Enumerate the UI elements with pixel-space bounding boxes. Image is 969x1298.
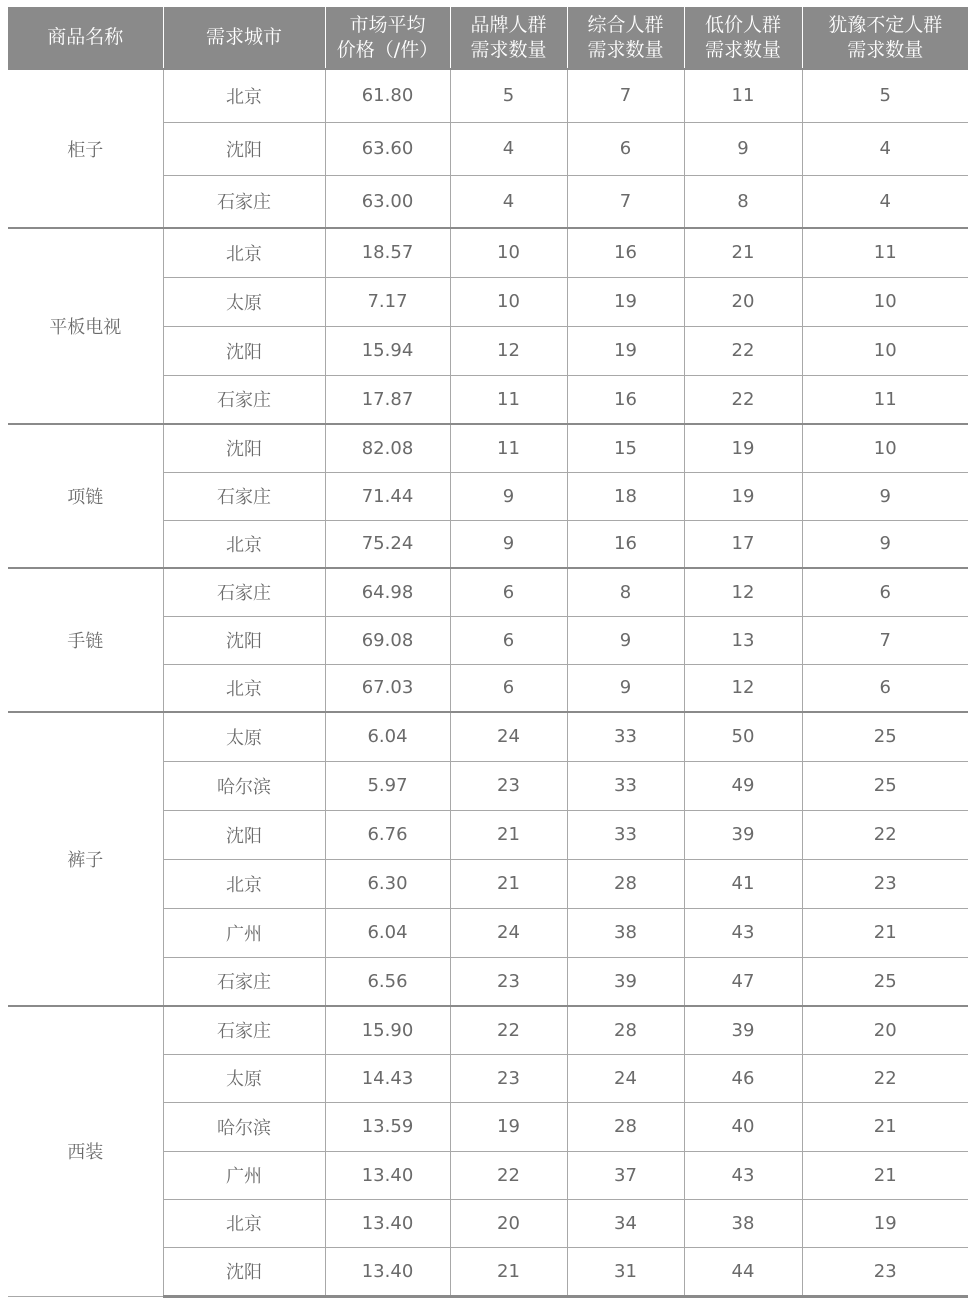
brand-demand-cell: 5 — [450, 69, 567, 122]
city-cell: 沈阳 — [163, 616, 325, 664]
city-cell: 石家庄 — [163, 957, 325, 1006]
avg-price-cell: 6.04 — [325, 712, 450, 761]
hesitant-demand-cell: 11 — [802, 228, 968, 277]
lowprice-demand-cell: 46 — [684, 1054, 802, 1102]
lowprice-demand-cell: 9 — [684, 122, 802, 175]
lowprice-demand-cell: 44 — [684, 1247, 802, 1296]
city-cell: 广州 — [163, 1151, 325, 1199]
avg-price-cell: 82.08 — [325, 424, 450, 472]
lowprice-demand-cell: 11 — [684, 69, 802, 122]
avg-price-cell: 71.44 — [325, 472, 450, 520]
general-demand-cell: 39 — [567, 957, 684, 1006]
hesitant-demand-cell: 21 — [802, 1102, 968, 1151]
general-demand-cell: 19 — [567, 277, 684, 326]
hesitant-demand-cell: 22 — [802, 1054, 968, 1102]
brand-demand-cell: 21 — [450, 1247, 567, 1296]
brand-demand-cell: 23 — [450, 957, 567, 1006]
hesitant-demand-cell: 9 — [802, 520, 968, 568]
table-row — [8, 568, 968, 616]
header-product-name: 商品名称 — [8, 7, 163, 69]
lowprice-demand-cell: 22 — [684, 326, 802, 375]
general-demand-cell: 37 — [567, 1151, 684, 1199]
avg-price-cell: 6.76 — [325, 810, 450, 859]
avg-price-cell: 13.40 — [325, 1151, 450, 1199]
city-cell: 北京 — [163, 859, 325, 908]
lowprice-demand-cell: 50 — [684, 712, 802, 761]
general-demand-cell: 9 — [567, 664, 684, 712]
avg-price-cell: 64.98 — [325, 568, 450, 616]
general-demand-cell: 7 — [567, 69, 684, 122]
lowprice-demand-cell: 12 — [684, 568, 802, 616]
brand-demand-cell: 20 — [450, 1199, 567, 1247]
city-cell: 哈尔滨 — [163, 761, 325, 810]
header-general-demand: 综合人群 需求数量 — [567, 7, 684, 69]
general-demand-cell: 33 — [567, 810, 684, 859]
table-header — [8, 7, 968, 69]
header-row — [8, 7, 968, 69]
avg-price-cell: 75.24 — [325, 520, 450, 568]
hesitant-demand-cell: 4 — [802, 122, 968, 175]
hesitant-demand-cell: 22 — [802, 810, 968, 859]
hesitant-demand-cell: 23 — [802, 1247, 968, 1296]
brand-demand-cell: 9 — [450, 520, 567, 568]
hesitant-demand-cell: 20 — [802, 1006, 968, 1054]
general-demand-cell: 9 — [567, 616, 684, 664]
city-cell: 沈阳 — [163, 424, 325, 472]
avg-price-cell: 63.60 — [325, 122, 450, 175]
hesitant-demand-cell: 21 — [802, 1151, 968, 1199]
header-avg-price: 市场平均 价格（/件） — [325, 7, 450, 69]
avg-price-cell: 13.40 — [325, 1247, 450, 1296]
avg-price-cell: 6.04 — [325, 908, 450, 957]
avg-price-cell: 67.03 — [325, 664, 450, 712]
lowprice-demand-cell: 8 — [684, 175, 802, 228]
brand-demand-cell: 19 — [450, 1102, 567, 1151]
header-brand-demand: 品牌人群 需求数量 — [450, 7, 567, 69]
table-row — [8, 69, 968, 122]
table-body — [8, 69, 968, 1296]
avg-price-cell: 17.87 — [325, 375, 450, 424]
general-demand-cell: 38 — [567, 908, 684, 957]
brand-demand-cell: 6 — [450, 616, 567, 664]
city-cell: 沈阳 — [163, 122, 325, 175]
hesitant-demand-cell: 25 — [802, 761, 968, 810]
city-cell: 石家庄 — [163, 472, 325, 520]
product-name-cell: 项链 — [8, 424, 163, 568]
lowprice-demand-cell: 21 — [684, 228, 802, 277]
hesitant-demand-cell: 19 — [802, 1199, 968, 1247]
general-demand-cell: 28 — [567, 859, 684, 908]
brand-demand-cell: 22 — [450, 1151, 567, 1199]
general-demand-cell: 15 — [567, 424, 684, 472]
lowprice-demand-cell: 40 — [684, 1102, 802, 1151]
hesitant-demand-cell: 23 — [802, 859, 968, 908]
product-name-cell: 柜子 — [8, 69, 163, 228]
lowprice-demand-cell: 19 — [684, 472, 802, 520]
product-name-cell: 西装 — [8, 1006, 163, 1296]
avg-price-cell: 13.59 — [325, 1102, 450, 1151]
lowprice-demand-cell: 49 — [684, 761, 802, 810]
avg-price-cell: 15.90 — [325, 1006, 450, 1054]
general-demand-cell: 18 — [567, 472, 684, 520]
hesitant-demand-cell: 10 — [802, 424, 968, 472]
lowprice-demand-cell: 41 — [684, 859, 802, 908]
general-demand-cell: 28 — [567, 1102, 684, 1151]
hesitant-demand-cell: 6 — [802, 664, 968, 712]
hesitant-demand-cell: 7 — [802, 616, 968, 664]
brand-demand-cell: 11 — [450, 375, 567, 424]
city-cell: 北京 — [163, 69, 325, 122]
lowprice-demand-cell: 43 — [684, 1151, 802, 1199]
brand-demand-cell: 21 — [450, 810, 567, 859]
general-demand-cell: 7 — [567, 175, 684, 228]
product-name-cell: 手链 — [8, 568, 163, 712]
general-demand-cell: 24 — [567, 1054, 684, 1102]
brand-demand-cell: 21 — [450, 859, 567, 908]
city-cell: 北京 — [163, 664, 325, 712]
product-name-cell: 裤子 — [8, 712, 163, 1006]
avg-price-cell: 15.94 — [325, 326, 450, 375]
brand-demand-cell: 10 — [450, 228, 567, 277]
brand-demand-cell: 24 — [450, 712, 567, 761]
general-demand-cell: 31 — [567, 1247, 684, 1296]
brand-demand-cell: 9 — [450, 472, 567, 520]
avg-price-cell: 18.57 — [325, 228, 450, 277]
table-row — [8, 712, 968, 761]
lowprice-demand-cell: 20 — [684, 277, 802, 326]
general-demand-cell: 16 — [567, 520, 684, 568]
city-cell: 北京 — [163, 228, 325, 277]
city-cell: 哈尔滨 — [163, 1102, 325, 1151]
brand-demand-cell: 11 — [450, 424, 567, 472]
brand-demand-cell: 23 — [450, 1054, 567, 1102]
general-demand-cell: 19 — [567, 326, 684, 375]
lowprice-demand-cell: 19 — [684, 424, 802, 472]
avg-price-cell: 63.00 — [325, 175, 450, 228]
city-cell: 沈阳 — [163, 326, 325, 375]
brand-demand-cell: 6 — [450, 568, 567, 616]
hesitant-demand-cell: 6 — [802, 568, 968, 616]
header-demand-city: 需求城市 — [163, 7, 325, 69]
brand-demand-cell: 6 — [450, 664, 567, 712]
table-row — [8, 1006, 968, 1054]
avg-price-cell: 6.56 — [325, 957, 450, 1006]
brand-demand-cell: 22 — [450, 1006, 567, 1054]
city-cell: 北京 — [163, 1199, 325, 1247]
city-cell: 石家庄 — [163, 175, 325, 228]
general-demand-cell: 16 — [567, 375, 684, 424]
general-demand-cell: 33 — [567, 712, 684, 761]
brand-demand-cell: 23 — [450, 761, 567, 810]
general-demand-cell: 16 — [567, 228, 684, 277]
lowprice-demand-cell: 17 — [684, 520, 802, 568]
hesitant-demand-cell: 21 — [802, 908, 968, 957]
lowprice-demand-cell: 47 — [684, 957, 802, 1006]
hesitant-demand-cell: 11 — [802, 375, 968, 424]
city-cell: 广州 — [163, 908, 325, 957]
general-demand-cell: 33 — [567, 761, 684, 810]
product-name-cell: 平板电视 — [8, 228, 163, 424]
hesitant-demand-cell: 25 — [802, 712, 968, 761]
general-demand-cell: 6 — [567, 122, 684, 175]
lowprice-demand-cell: 12 — [684, 664, 802, 712]
hesitant-demand-cell: 5 — [802, 69, 968, 122]
lowprice-demand-cell: 38 — [684, 1199, 802, 1247]
header-hesitant-demand: 犹豫不定人群 需求数量 — [802, 7, 968, 69]
lowprice-demand-cell: 39 — [684, 1006, 802, 1054]
lowprice-demand-cell: 39 — [684, 810, 802, 859]
city-cell: 太原 — [163, 277, 325, 326]
avg-price-cell: 7.17 — [325, 277, 450, 326]
city-cell: 北京 — [163, 520, 325, 568]
city-cell: 沈阳 — [163, 1247, 325, 1296]
brand-demand-cell: 4 — [450, 122, 567, 175]
city-cell: 沈阳 — [163, 810, 325, 859]
lowprice-demand-cell: 13 — [684, 616, 802, 664]
city-cell: 石家庄 — [163, 1006, 325, 1054]
general-demand-cell: 8 — [567, 568, 684, 616]
city-cell: 石家庄 — [163, 568, 325, 616]
avg-price-cell: 14.43 — [325, 1054, 450, 1102]
avg-price-cell: 61.80 — [325, 69, 450, 122]
hesitant-demand-cell: 25 — [802, 957, 968, 1006]
table-row — [8, 424, 968, 472]
brand-demand-cell: 24 — [450, 908, 567, 957]
table-row — [8, 228, 968, 277]
city-cell: 太原 — [163, 712, 325, 761]
brand-demand-cell: 10 — [450, 277, 567, 326]
avg-price-cell: 13.40 — [325, 1199, 450, 1247]
hesitant-demand-cell: 9 — [802, 472, 968, 520]
brand-demand-cell: 4 — [450, 175, 567, 228]
demand-table — [8, 7, 968, 1298]
avg-price-cell: 5.97 — [325, 761, 450, 810]
hesitant-demand-cell: 10 — [802, 277, 968, 326]
hesitant-demand-cell: 4 — [802, 175, 968, 228]
hesitant-demand-cell: 10 — [802, 326, 968, 375]
lowprice-demand-cell: 22 — [684, 375, 802, 424]
city-cell: 石家庄 — [163, 375, 325, 424]
general-demand-cell: 34 — [567, 1199, 684, 1247]
avg-price-cell: 69.08 — [325, 616, 450, 664]
avg-price-cell: 6.30 — [325, 859, 450, 908]
brand-demand-cell: 12 — [450, 326, 567, 375]
lowprice-demand-cell: 43 — [684, 908, 802, 957]
general-demand-cell: 28 — [567, 1006, 684, 1054]
city-cell: 太原 — [163, 1054, 325, 1102]
header-lowprice-demand: 低价人群 需求数量 — [684, 7, 802, 69]
